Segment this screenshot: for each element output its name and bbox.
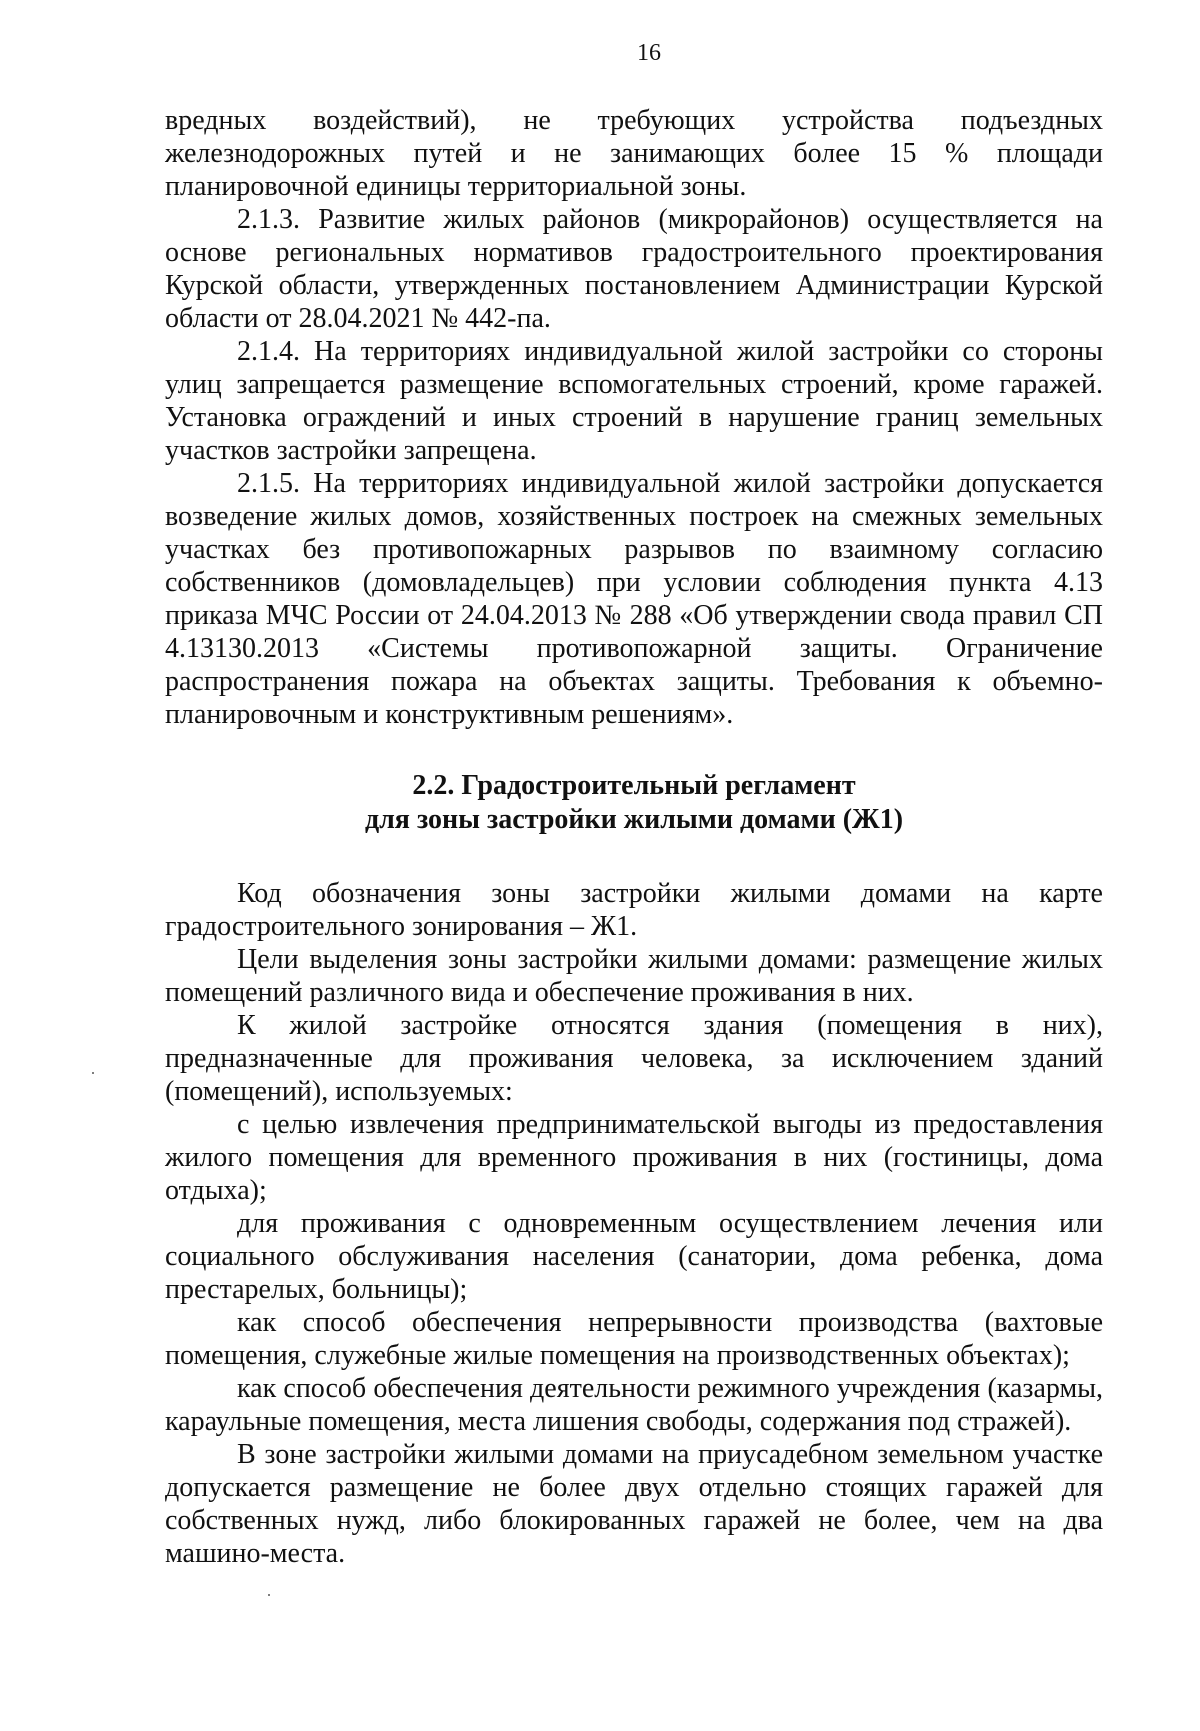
page-number: 16 (637, 40, 661, 66)
paragraph-exclusion-regime: как способ обеспечения деятельности режимного учреждения (казармы, караульные помещения, места лишения свободы, содержания под стражей). (165, 1373, 1103, 1437)
scan-speck (92, 1072, 94, 1074)
paragraph-exclusion-medical: для проживания с одновременным осуществлением лечения или социального обслуживания населения (санатории, дома ребенка, дома престарелых, больницы); (165, 1208, 1103, 1305)
paragraph-exclusion-production: как способ обеспечения непрерывности производства (вахтовые помещения, служебные жилые помещения на производственных объектах); (165, 1307, 1103, 1371)
paragraph-residential-definition: К жилой застройке относятся здания (помещения в них), предназначенные для проживания человека, за исключением зданий (помещений), используемых: (165, 1010, 1103, 1107)
paragraph-zone-code: Код обозначения зоны застройки жилыми домами на карте градостроительного зонирования – Ж1. (165, 878, 1103, 942)
document-page (165, 38, 1103, 1570)
paragraph-2-1-5: 2.1.5. На территориях индивидуальной жилой застройки допускается возведение жилых домов, хозяйственных построек на смежных земельных участках без противопожарных разрывов по взаимному согласию собственников (домовладельцев) при условии соблюдения пункта 4.13 приказа МЧС России от 24.04.2013 № 288 «Об утверждении свода правил СП 4.13130.2013 «Системы противопожарной защиты. Ограничение распространения пожара на объектах защиты. Требования к объемно-планировочным и конструктивным решениям». (165, 468, 1103, 730)
heading-line-2: для зоны застройки жилыми домами (Ж1) (364, 804, 904, 835)
section-heading-2-2 (165, 769, 1103, 837)
heading-line-1: 2.2. Градостроительный регламент (412, 770, 856, 801)
paragraph-2-1-4: 2.1.4. На территориях индивидуальной жилой застройки со стороны улиц запрещается размещение вспомогательных строений, кроме гаражей. Установка ограждений и иных строений в нарушение границ земельных участков застройки запрещена. (165, 336, 1103, 466)
section-2-1-continuation (165, 104, 1103, 731)
paragraph-zone-goals: Цели выделения зоны застройки жилыми домами: размещение жилых помещений различного вида и обеспечение проживания в них. (165, 944, 1103, 1008)
paragraph-2-1-3: 2.1.3. Развитие жилых районов (микрорайонов) осуществляется на основе региональных нормативов градостроительного проектирования Курской области, утвержденных постановлением Администрации Курской области от 28.04.2021 № 442-па. (165, 204, 1103, 334)
paragraph-garages: В зоне застройки жилыми домами на приусадебном земельном участке допускается размещение не более двух отдельно стоящих гаражей для собственных нужд, либо блокированных гаражей не более, чем на два машино-места. (165, 1439, 1103, 1569)
paragraph-exclusion-commercial: с целью извлечения предпринимательской выгоды из предоставления жилого помещения для временного проживания в них (гостиницы, дома отдыха); (165, 1109, 1103, 1206)
paragraph-continuation: вредных воздействий), не требующих устройства подъездных железнодорожных путей и не занимающих более 15 % площади планировочной единицы территориальной зоны. (165, 105, 1103, 202)
scan-speck (268, 1594, 270, 1596)
section-2-2-body (165, 877, 1103, 1570)
